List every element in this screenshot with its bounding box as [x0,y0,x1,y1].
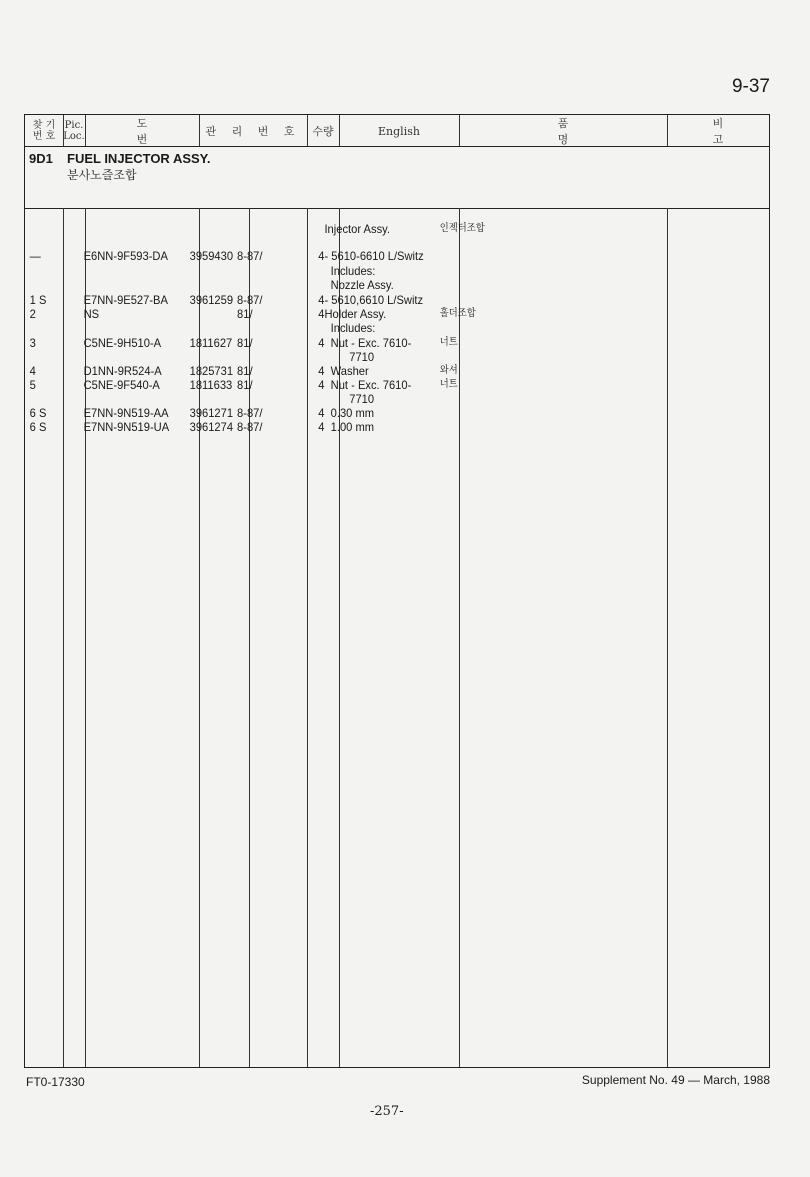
header-key-no-line1: 찾 기 [32,120,56,131]
cell-part-no: C5NE-9H510-A [83,336,162,350]
supplement-note: Supplement No. 49 — March, 1988 [581,1073,770,1087]
table-row [25,249,717,263]
cell-date: 8-87/ [237,249,263,263]
header-mgmt-no: 관 리 번 호 [205,125,301,138]
cell-qty: 4 [318,378,325,392]
cell-qty: 4 [318,406,325,420]
table-row [25,350,717,364]
cell-date: 81/ [237,364,253,378]
cell-mgmt-no: 3961259 [189,293,234,307]
cell-english: Holder Assy. [324,307,387,321]
cell-english: Washer [324,364,369,378]
header-pic-loc-line1: Pic. [64,120,84,131]
cell-part-no: D1NN-9R524-A [83,364,162,378]
cell-key: 1 S [29,293,47,307]
cell-key: — [29,249,41,263]
cell-part-no: E7NN-9E527-BA [83,293,168,307]
header-pic-loc-line2: Loc. [63,131,85,142]
cell-mgmt-no: 1811627 [189,336,233,350]
cell-english: - 5610-6610 L/Switz [324,249,424,263]
document-code: FT0-17330 [26,1075,85,1089]
cell-key: 6 S [29,406,47,420]
cell-english: 0.30 mm [324,406,375,420]
cell-date: 81/ [237,378,253,392]
table-row [25,321,717,335]
header-korean-name: 품 명 [557,117,649,146]
cell-qty: 4 [318,307,325,321]
cell-english: Includes: [324,321,376,335]
cell-english: Includes: [324,264,376,278]
parts-table [24,114,770,1068]
table-row [25,364,717,378]
cell-part-no: C5NE-9F540-A [83,378,160,392]
table-row [25,406,717,420]
cell-mgmt-no: 3961274 [189,420,234,434]
cell-qty: 4 [318,249,325,263]
cell-key: 6 S [29,420,47,434]
cell-english: Nozzle Assy. [324,278,394,292]
cell-date: 8-87/ [237,420,263,434]
cell-english: 7710 [324,392,375,406]
table-row [25,278,717,292]
cell-english: 7710 [324,350,375,364]
table-row [25,336,717,350]
cell-qty: 4 [318,420,325,434]
cell-key: 2 [29,307,36,321]
cell-mgmt-no: 1825731 [189,364,234,378]
cell-korean: 와셔 [439,365,458,376]
bottom-page-number: -257- [370,1104,404,1119]
cell-key: 5 [29,378,36,392]
cell-date: 81/ [237,336,253,350]
cell-mgmt-no: 3961271 [189,406,234,420]
cell-korean: 인젝터조합 [439,223,485,234]
cell-english: 1.00 mm [324,420,375,434]
cell-mgmt-no: 3959430 [189,249,234,263]
header-pic-loc [63,115,85,147]
table-row [25,307,717,321]
cell-english: - 5610,6610 L/Switz [324,293,424,307]
cell-part-no: E7NN-9N519-AA [83,406,169,420]
section-code: 9D1 [29,151,53,166]
cell-qty: 4 [318,364,325,378]
table-row [25,264,717,278]
cell-qty: 4 [318,293,325,307]
cell-english: Nut - Exc. 7610- [324,336,412,350]
header-key-no-line2: 번 호 [32,131,56,142]
table-row [25,293,717,307]
header-qty: 수량 [312,125,334,138]
header-key-no [25,115,63,147]
cell-english: Nut - Exc. 7610- [324,378,412,392]
table-row [25,392,717,406]
cell-qty: 4 [318,336,325,350]
header-remarks: 비 고 [712,117,768,146]
header-part-no: 도 번 [136,117,174,146]
cell-date: 8-87/ [237,293,263,307]
table-row [25,222,717,236]
header-english: English [378,124,420,138]
page-number: 9-37 [731,76,770,97]
cell-korean: 너트 [439,337,458,348]
table-row [25,420,717,434]
cell-english: Injector Assy. [324,222,391,236]
cell-korean: 너트 [439,379,458,390]
section-divider [25,208,769,209]
cell-date: 8-87/ [237,406,263,420]
section-korean-title: 분사노즐조합 [67,168,137,182]
cell-part-no: E6NN-9F593-DA [83,249,168,263]
cell-part-no: E7NN-9N519-UA [83,420,170,434]
cell-part-no: NS [83,307,100,321]
cell-korean: 홀더조합 [439,308,476,319]
section-title: FUEL INJECTOR ASSY. [67,151,211,166]
cell-date: 81/ [237,307,253,321]
cell-key: 3 [29,336,36,350]
cell-key: 4 [29,364,36,378]
cell-mgmt-no: 1811633 [189,378,233,392]
table-row [25,378,717,392]
